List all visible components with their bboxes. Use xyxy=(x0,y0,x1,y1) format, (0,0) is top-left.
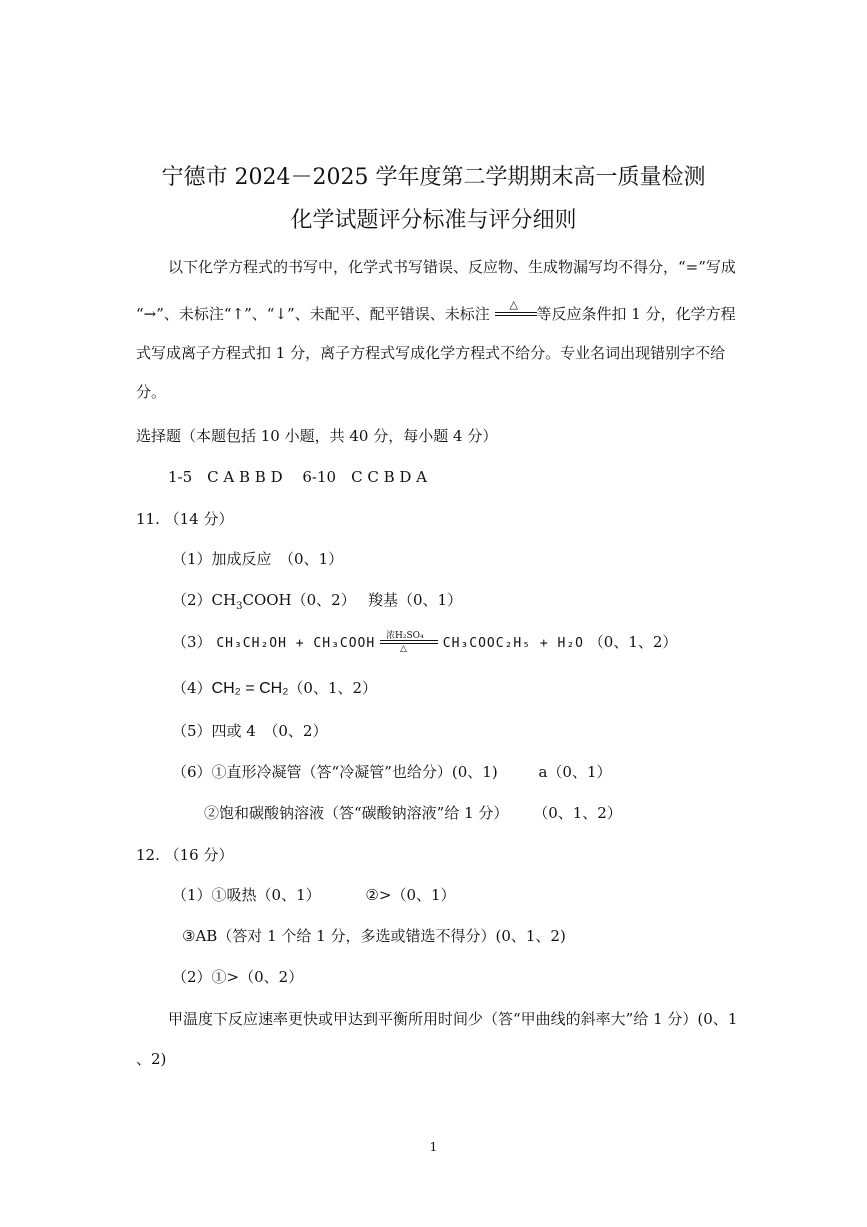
q12-part-2: （2）①>（0、2） xyxy=(172,968,304,986)
reversible-arrow-condition: 浓H₂SO₄ △ xyxy=(380,636,438,650)
document-title: 宁德市 2024－2025 学年度第二学期期末高一质量检测 xyxy=(161,165,706,190)
choice-answers: 1-5 C A B B D 6-10 C C B D A xyxy=(168,468,427,486)
heat-triangle-icon: △ xyxy=(509,298,518,311)
q11-part-1: （1）加成反应 （0、1） xyxy=(172,550,344,568)
q11-part-5: （5）四或 4 （0、2） xyxy=(172,722,328,740)
q11-part-3: （3） CH₃CH₂OH + CH₃COOH 浓H₂SO₄ △ CH₃COOC₂H₅ + H₂O （0、1、2） xyxy=(172,631,678,654)
q11-heading: 11. （14 分） xyxy=(136,510,234,528)
intro-line-2-a: “→”、未标注“↑”、“↓”、未配平、配平错误、未标注 xyxy=(136,305,490,323)
q11-part-6a: （6）①直形冷凝管（答“冷凝管”也给分）(0、1) a（0、1） xyxy=(172,763,612,781)
intro-line-4: 分。 xyxy=(136,383,167,401)
intro-line-2-b: 等反应条件扣 1 分，化学方程 xyxy=(536,305,736,323)
equation-reactants: CH₃CH₂OH + CH₃COOH xyxy=(216,636,376,651)
q12-part-3-line-1: 甲温度下反应速率更快或甲达到平衡所用时间少（答“甲曲线的斜率大”给 1 分）(0、1 xyxy=(168,1010,738,1028)
q11-part-2: $(2)CH_3COOH(0$、2） 羧基（0、1） xyxy=(172,591,463,612)
q12-heading: 12. （16 分） xyxy=(136,846,234,864)
heat-condition-symbol xyxy=(495,298,537,322)
intro-line-3: 式写成离子方程式扣 1 分，离子方程式写成化学方程式不给分。专业名词出现错别字不给 xyxy=(136,344,726,362)
q12-part-1c: ③AB（答对 1 个给 1 分，多选或错选不得分）(0、1、2) xyxy=(182,927,566,945)
intro-line-2 xyxy=(136,298,736,324)
q11-part-4: （4）CH₂ = CH₂（0、1、2） xyxy=(172,679,378,697)
document-subtitle: 化学试题评分标准与评分细则 xyxy=(290,208,577,233)
ethylene-formula: CH₂ = CH₂ xyxy=(211,680,289,697)
page-number: 1 xyxy=(429,1140,438,1154)
q12-part-1ab: （1）①吸热（0、1） ②>（0、1） xyxy=(172,886,456,904)
intro-line-1: 以下化学方程式的书写中，化学式书写错误、反应物、生成物漏写均不得分，“=”写成 xyxy=(168,258,736,276)
equation-products: CH₃COOC₂H₅ + H₂O xyxy=(442,636,585,651)
q12-part-3-line-2: 、2) xyxy=(136,1050,167,1068)
q11-part-6b: ②饱和碳酸钠溶液（答“碳酸钠溶液”给 1 分） （0、1、2） xyxy=(204,804,622,822)
choice-heading: 选择题（本题包括 10 小题，共 40 分，每小题 4 分） xyxy=(136,427,498,445)
